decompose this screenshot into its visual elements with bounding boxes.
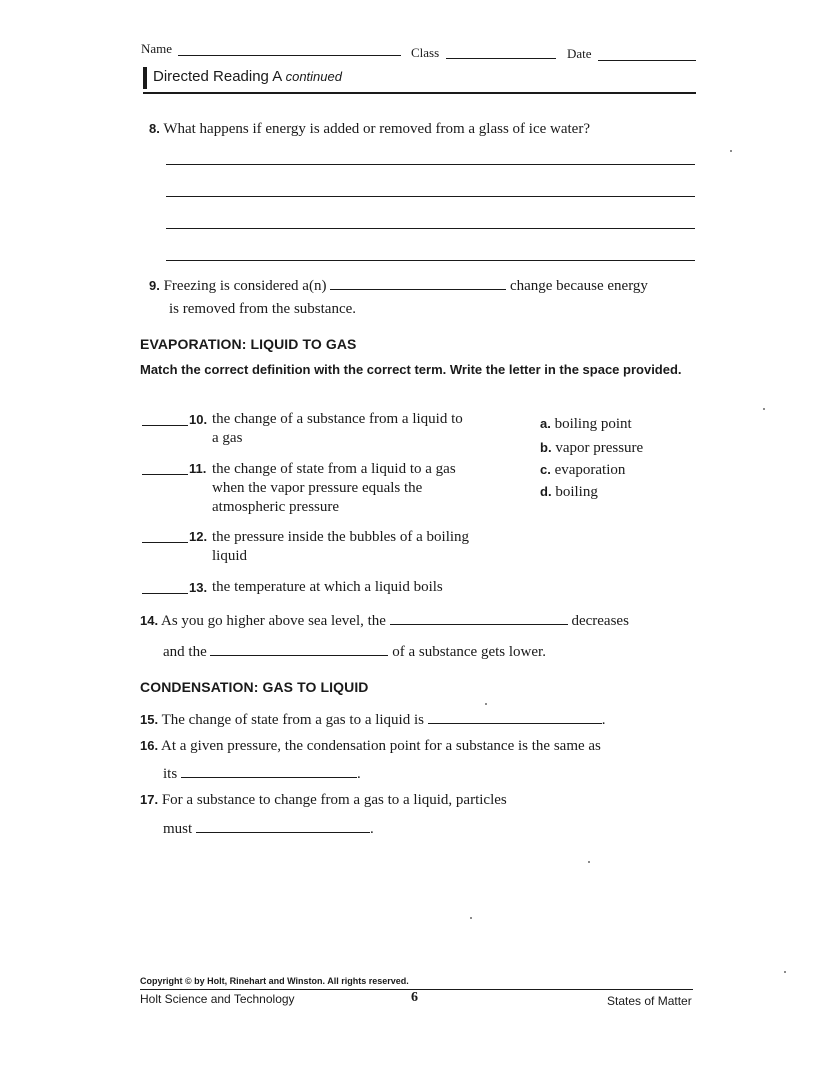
scan-speck — [784, 971, 786, 973]
question-16-line2 — [163, 765, 361, 784]
answer-line-8-3[interactable] — [166, 228, 695, 229]
scan-speck — [763, 408, 765, 410]
period: . — [356, 766, 361, 782]
match-number: 13. — [189, 580, 208, 595]
question-number: 17. — [140, 792, 159, 807]
period: . — [601, 712, 606, 728]
match-definition-13: the temperature at which a liquid boils — [212, 579, 443, 595]
footer-chapter: States of Matter — [607, 994, 692, 1008]
scan-speck — [485, 703, 487, 705]
question-text: For a substance to change from a gas to a liquid, particles — [161, 792, 507, 808]
matching-instructions: Match the correct definition with the correct term. Write the letter in the space provided. — [140, 362, 682, 377]
scan-speck — [588, 861, 590, 863]
question-number: 8. — [149, 121, 160, 136]
definition-line: when the vapor pressure equals the — [212, 480, 423, 496]
copyright-notice: Copyright © by Holt, Rinehart and Winston. All rights reserved. — [140, 976, 409, 986]
question-number: 9. — [149, 278, 160, 293]
term-letter: a. — [540, 416, 551, 431]
scan-speck — [470, 917, 472, 919]
term-item — [540, 436, 643, 460]
question-number: 16. — [140, 738, 159, 753]
section-heading-evaporation: EVAPORATION: LIQUID TO GAS — [140, 336, 357, 352]
question-text-after: of a substance gets lower. — [392, 644, 546, 660]
question-text: What happens if energy is added or removed from a glass of ice water? — [163, 121, 590, 137]
question-text-before: As you go higher above sea level, the — [161, 613, 386, 629]
match-definition-12 — [212, 528, 512, 566]
term-text: evaporation — [554, 462, 626, 478]
footer-page-number: 6 — [411, 990, 418, 1005]
match-number: 10. — [189, 412, 208, 427]
term-text: vapor pressure — [555, 440, 644, 456]
question-text-before: Freezing is considered a(n) — [163, 278, 327, 294]
question-17 — [140, 790, 507, 810]
match-blank-12[interactable] — [142, 541, 188, 543]
answer-line-8-2[interactable] — [166, 196, 695, 197]
match-number: 11. — [189, 461, 207, 476]
name-field[interactable] — [178, 55, 401, 56]
answer-blank-14b[interactable] — [210, 654, 388, 656]
section-heading-condensation: CONDENSATION: GAS TO LIQUID — [140, 679, 369, 695]
class-field[interactable] — [446, 58, 556, 59]
term-letter: c. — [540, 462, 551, 477]
definition-line: the pressure inside the bubbles of a boiling — [212, 529, 470, 545]
definition-line: liquid — [212, 548, 248, 564]
term-letter: b. — [540, 440, 552, 455]
question-text-before: and the — [163, 644, 207, 660]
match-blank-11[interactable] — [142, 473, 188, 475]
answer-line-8-1[interactable] — [166, 164, 695, 165]
question-14-line2 — [163, 643, 546, 662]
date-field[interactable] — [598, 60, 696, 61]
question-text: must — [163, 821, 193, 837]
question-8 — [149, 119, 590, 139]
question-9-line2: is removed from the substance. — [169, 301, 357, 317]
definition-line: the change of state from a liquid to a gas — [212, 461, 456, 477]
match-number: 12. — [189, 529, 208, 544]
answer-blank-15[interactable] — [428, 722, 602, 724]
term-list — [540, 412, 643, 504]
answer-blank-17[interactable] — [196, 831, 370, 833]
question-16 — [140, 736, 601, 756]
definition-line: the change of a substance from a liquid to — [212, 411, 463, 427]
date-label: Date — [567, 46, 592, 61]
term-text: boiling point — [554, 416, 632, 432]
definition-line: a gas — [212, 430, 243, 446]
name-label: Name — [141, 41, 173, 56]
scan-speck — [730, 150, 732, 152]
question-text: At a given pressure, the condensation point for a substance is the same as — [161, 738, 601, 754]
title-text: Directed Reading A — [153, 68, 282, 85]
period: . — [369, 821, 374, 837]
answer-blank-9[interactable] — [330, 288, 506, 290]
definition-line: atmospheric pressure — [212, 499, 340, 515]
term-letter: d. — [540, 484, 552, 499]
match-definition-11 — [212, 460, 512, 517]
answer-blank-14a[interactable] — [390, 623, 568, 625]
question-text-after: change because energy — [509, 278, 648, 294]
question-15 — [140, 710, 605, 730]
title-continued: continued — [285, 69, 342, 84]
title-bar-marker — [143, 67, 147, 89]
term-item — [540, 412, 643, 436]
page-title — [153, 68, 342, 85]
answer-blank-16[interactable] — [181, 776, 357, 778]
title-underline — [143, 92, 696, 94]
answer-line-8-4[interactable] — [166, 260, 695, 261]
question-text-after: decreases — [571, 613, 629, 629]
footer-publisher: Holt Science and Technology — [140, 992, 295, 1006]
question-9 — [149, 276, 709, 296]
match-definition-10 — [212, 410, 512, 448]
class-label: Class — [411, 45, 440, 60]
question-text: The change of state from a gas to a liquid is — [161, 712, 424, 728]
match-blank-10[interactable] — [142, 424, 188, 426]
term-item — [540, 458, 643, 482]
question-text: its — [163, 766, 178, 782]
question-number: 14. — [140, 613, 159, 628]
question-17-line2 — [163, 820, 374, 839]
match-blank-13[interactable] — [142, 592, 188, 594]
question-14 — [140, 611, 700, 631]
question-number: 15. — [140, 712, 159, 727]
term-text: boiling — [555, 484, 598, 500]
term-item — [540, 480, 643, 504]
